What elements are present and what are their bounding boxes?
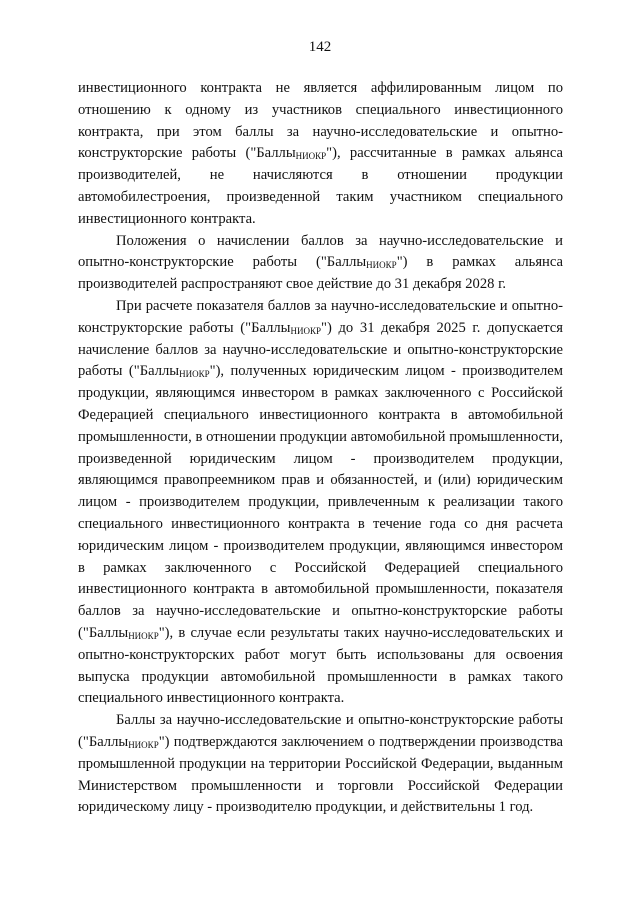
paragraph-3 (78, 296, 563, 710)
paragraph-text: ") подтверждаются заключением о подтверждении производства промышленной продукции на территории Российской Федерации, выданным Министерством промышленности и торговли Российской Федерации юридическому лицу - производителю продукции, и действительны 1 год. (78, 733, 563, 816)
paragraph-text: "), полученных юридическим лицом - производителем продукции, являющимся инвестором в рамках заключенного с Российской Федерацией специального инвестиционного контракта в автомобильной промышленности, в отношении продукции автомобильной промышленности, произведенной юридическим лицом - производителем продукции, являющимся правопреемником прав и обязанностей, и (или) юридическим лицом - производителем продукции, привлеченным к реализации такого специального инвестиционного контракта в течение года со дня расчета юридическим лицом - производителем продукции, являющимся инвестором в рамках заключенного с Российской Федерацией специального инвестиционного контракта в автомобильной промышленности, показателя баллов за научно-исследовательские и опытно-конструкторские работы ("Баллы (78, 363, 564, 641)
paragraph-text: "), в случае если результаты таких научно-исследовательских и опытно-конструкторских работ могут быть использованы для освоения выпуска продукции автомобильной промышленности в рамках такого специального инвестиционного контракта. (78, 624, 563, 707)
paragraph-text: При расчете показателя баллов за научно-исследовательские и опытно-конструкторские работы ("Баллы (78, 297, 563, 336)
paragraph-text: Баллы за научно-исследовательские и опытно-конструкторские работы ("Баллы (78, 712, 563, 750)
paragraph-text: Положения о начислении баллов за научно-исследовательские и опытно-конструкторские работы ("Баллы (78, 232, 563, 271)
subscript-niokr: НИОКР (128, 630, 159, 641)
subscript-niokr: НИОКР (366, 260, 397, 271)
subscript-niokr: НИОКР (179, 369, 210, 380)
subscript-niokr: НИОКР (290, 325, 321, 336)
paragraph-text: ") до 31 декабря 2025 г. допускается начисление баллов за научно-исследовательские и опытно-конструкторские работы ("Баллы (78, 319, 563, 380)
paragraph-2 (78, 231, 563, 296)
paragraph-4 (78, 710, 563, 819)
page-number: 142 (308, 39, 332, 55)
subscript-niokr: НИОКР (128, 739, 159, 750)
paragraph-text: инвестиционного контракта не является аффилированным лицом по отношению к одному из участников специального инвестиционного контракта, при этом баллы за научно-исследовательские и опытно-конструкторские работы ("Баллы (78, 80, 563, 162)
body-text (78, 78, 563, 819)
paragraph-text: ") в рамках альянса производителей распространяют свое действие до 31 декабря 2028 г. (78, 254, 563, 293)
subscript-niokr: НИОКР (295, 151, 327, 162)
paragraph-text: "), рассчитанные в рамках альянса производителей, не начисляются в отношении продукции автомобилестроения, произведенной таким участником специального инвестиционного контракта. (78, 145, 563, 227)
paragraph-1 (78, 78, 563, 231)
